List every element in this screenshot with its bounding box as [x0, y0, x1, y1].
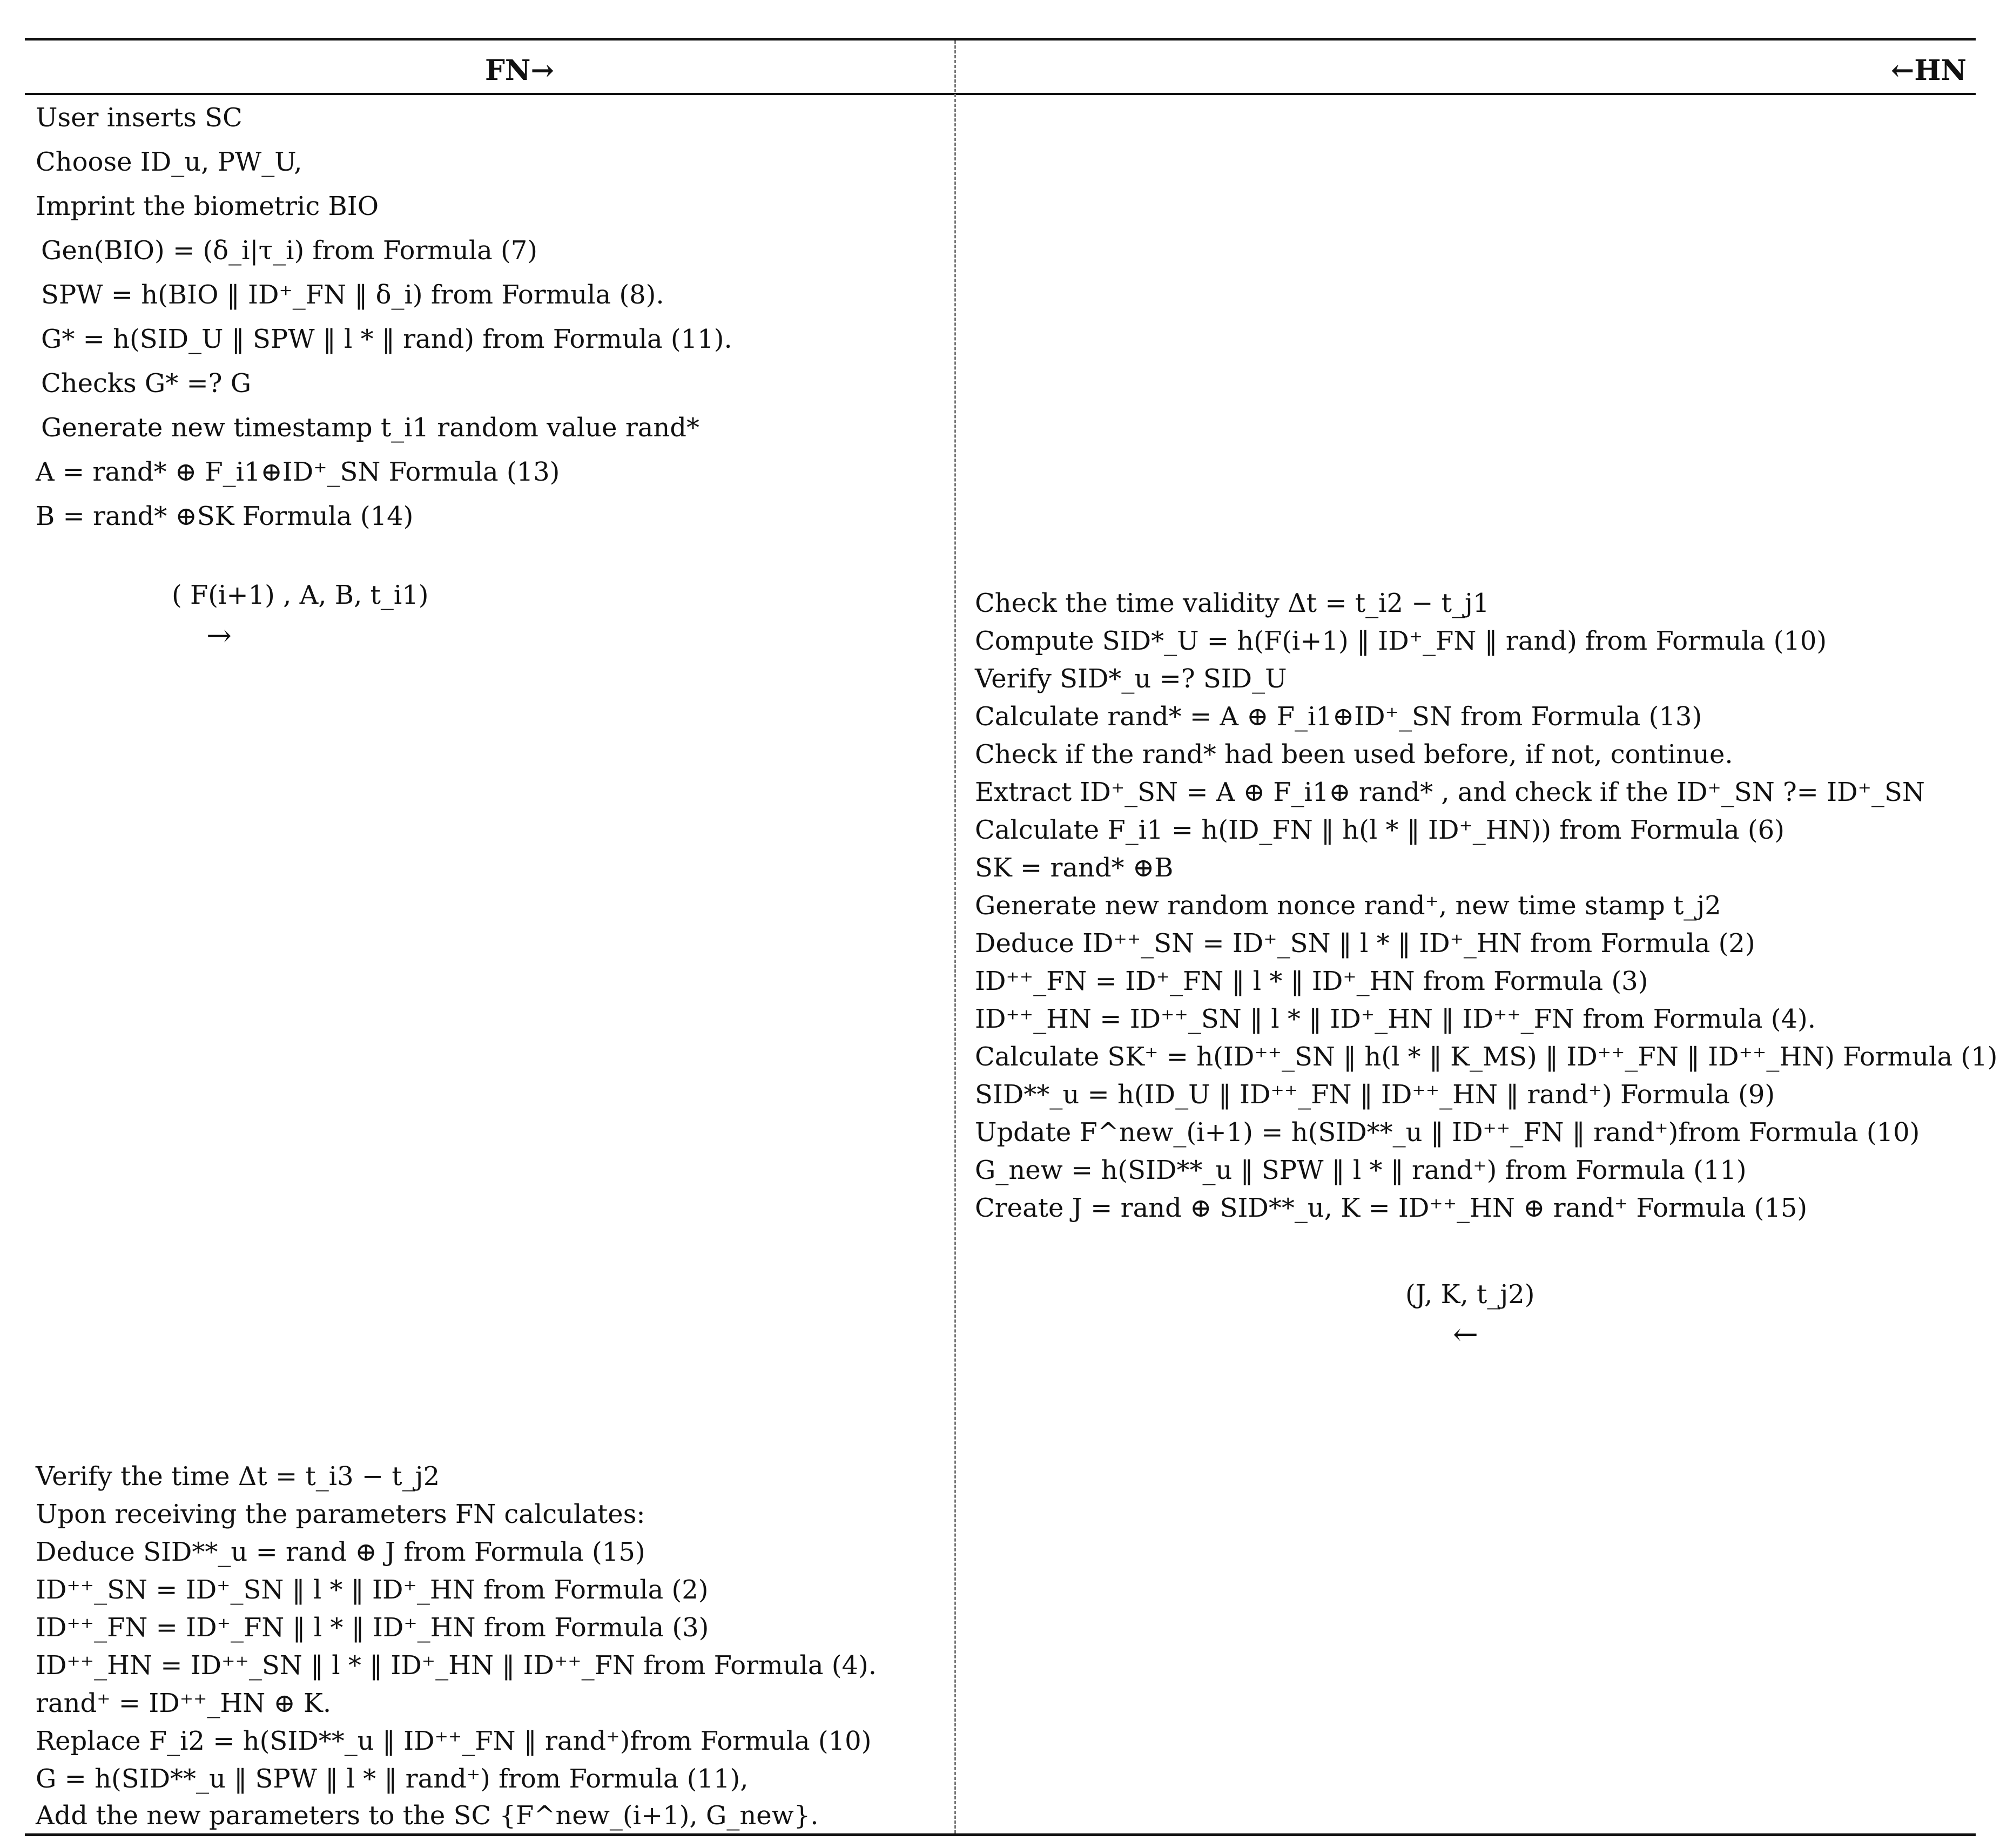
fn-final-step: ID⁺⁺_FN = ID⁺_FN ‖ l * ‖ ID⁺_HN from Formula (3) [36, 1613, 709, 1643]
hn-step: Check the time validity Δt = t_i2 − t_j1 [975, 588, 1490, 618]
hn-step: SID**_u = h(ID_U ‖ ID⁺⁺_FN ‖ ID⁺⁺_HN ‖ rand⁺) Formula (9) [975, 1080, 1775, 1110]
column-divider [954, 41, 956, 1833]
message-2-params: (J, K, t_j2) [1405, 1279, 1535, 1310]
fn-final-step: Deduce SID**_u = rand ⊕ J from Formula (15) [36, 1537, 645, 1567]
header-fn: FN→ [485, 54, 555, 87]
fn-final-step: Upon receiving the parameters FN calculates: [36, 1499, 645, 1529]
hn-step: ID⁺⁺_HN = ID⁺⁺_SN ‖ l * ‖ ID⁺_HN ‖ ID⁺⁺_FN from Formula (4). [975, 1004, 1816, 1034]
message-1-params: ( F(i+1) , A, B, t_i1) [172, 580, 429, 610]
fn-final-step: rand⁺ = ID⁺⁺_HN ⊕ K. [36, 1688, 332, 1718]
fn-final-step: ID⁺⁺_SN = ID⁺_SN ‖ l * ‖ ID⁺_HN from Formula (2) [36, 1575, 709, 1605]
fn-step: Generate new timestamp t_i1 random value rand* [41, 413, 700, 443]
hn-step: G_new = h(SID**_u ‖ SPW ‖ l * ‖ rand⁺) from Formula (11) [975, 1155, 1747, 1185]
bottom-rule [25, 1833, 1976, 1836]
top-rule [25, 38, 1976, 41]
fn-step: G* = h(SID_U ‖ SPW ‖ l * ‖ rand) from Formula (11). [41, 324, 732, 354]
fn-step: User inserts SC [36, 103, 243, 133]
message-2-arrow: ← [1453, 1317, 1478, 1352]
fn-step: Gen(BIO) = (δ_i|τ_i) from Formula (7) [41, 235, 538, 266]
hn-step: Deduce ID⁺⁺_SN = ID⁺_SN ‖ l * ‖ ID⁺_HN from Formula (2) [975, 928, 1755, 959]
fn-step: Checks G* =? G [41, 368, 252, 399]
hn-step: Calculate F_i1 = h(ID_FN ‖ h(l * ‖ ID⁺_HN)) from Formula (6) [975, 815, 1784, 845]
hn-step: Calculate SK⁺ = h(ID⁺⁺_SN ‖ h(l * ‖ K_MS) ‖ ID⁺⁺_FN ‖ ID⁺⁺_HN) Formula (1) [975, 1042, 1998, 1072]
fn-step: Choose ID_u, PW_U, [36, 147, 302, 177]
hn-step: Calculate rand* = A ⊕ F_i1⊕ID⁺_SN from Formula (13) [975, 702, 1702, 732]
fn-final-step: Add the new parameters to the SC {F^new_(i+1), G_new}. [36, 1800, 819, 1831]
hn-step: ID⁺⁺_FN = ID⁺_FN ‖ l * ‖ ID⁺_HN from Formula (3) [975, 966, 1648, 996]
hn-step: Verify SID*_u =? SID_U [975, 664, 1287, 694]
header-rule [25, 93, 1976, 95]
hn-step: SK = rand* ⊕B [975, 853, 1174, 883]
message-1-arrow: → [206, 618, 232, 653]
hn-step: Extract ID⁺_SN = A ⊕ F_i1⊕ rand* , and check if the ID⁺_SN ?= ID⁺_SN [975, 777, 1925, 807]
header-hn: ←HN [1890, 54, 1967, 87]
fn-step: SPW = h(BIO ‖ ID⁺_FN ‖ δ_i) from Formula (8). [41, 280, 664, 310]
fn-step: Imprint the biometric BIO [36, 191, 379, 221]
fn-final-step: Verify the time Δt = t_i3 − t_j2 [36, 1461, 440, 1492]
fn-final-step: Replace F_i2 = h(SID**_u ‖ ID⁺⁺_FN ‖ rand⁺)from Formula (10) [36, 1726, 872, 1756]
hn-step: Compute SID*_U = h(F(i+1) ‖ ID⁺_FN ‖ rand) from Formula (10) [975, 626, 1827, 656]
fn-final-step: G = h(SID**_u ‖ SPW ‖ l * ‖ rand⁺) from Formula (11), [36, 1764, 749, 1794]
fn-final-step: ID⁺⁺_HN = ID⁺⁺_SN ‖ l * ‖ ID⁺_HN ‖ ID⁺⁺_FN from Formula (4). [36, 1650, 877, 1681]
hn-step: Check if the rand* had been used before, if not, continue. [975, 739, 1733, 770]
hn-step: Generate new random nonce rand⁺, new time stamp t_j2 [975, 891, 1721, 921]
hn-step: Create J = rand ⊕ SID**_u, K = ID⁺⁺_HN ⊕ rand⁺ Formula (15) [975, 1193, 1808, 1223]
fn-step: B = rand* ⊕SK Formula (14) [36, 501, 414, 531]
fn-step: A = rand* ⊕ F_i1⊕ID⁺_SN Formula (13) [36, 457, 560, 487]
hn-step: Update F^new_(i+1) = h(SID**_u ‖ ID⁺⁺_FN ‖ rand⁺)from Formula (10) [975, 1117, 1920, 1148]
